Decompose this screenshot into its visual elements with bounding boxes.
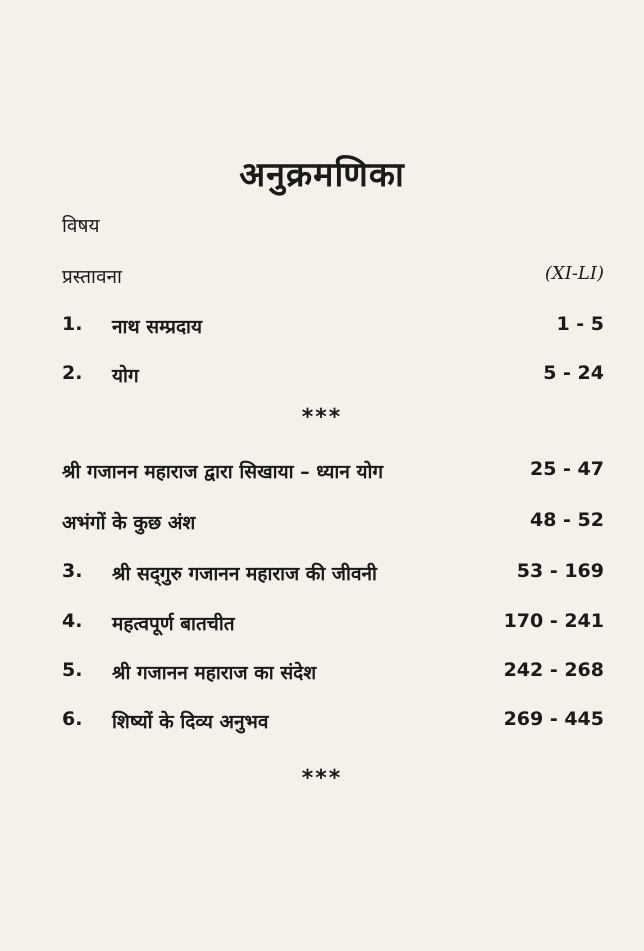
toc-label: श्री गजानन महाराज द्वारा सिखाया – ध्यान योग <box>62 461 384 483</box>
toc-row <box>62 560 604 594</box>
toc-pages: 242 - 268 <box>503 659 604 681</box>
toc-row <box>62 458 604 492</box>
toc-number: 3. <box>62 560 83 582</box>
toc-row <box>62 313 604 347</box>
toc-pages: (XI-LI) <box>544 263 604 284</box>
toc-number: 1. <box>62 313 83 335</box>
toc-pages: 269 - 445 <box>503 708 604 730</box>
column-heading: विषय <box>62 215 100 237</box>
toc-label: शिष्यों के दिव्य अनुभव <box>112 711 269 733</box>
toc-label: योग <box>112 365 139 387</box>
toc-number: 6. <box>62 708 83 730</box>
toc-row <box>62 509 604 543</box>
show-through-line <box>0 72 644 90</box>
toc-label: महत्वपूर्ण बातचीत <box>112 613 235 635</box>
toc-label: अभंगों के कुछ अंश <box>62 512 196 534</box>
separator: *** <box>301 405 343 430</box>
toc-row <box>62 362 604 396</box>
page-title: अनुक्रमणिका <box>239 155 405 195</box>
column-heading-row <box>62 212 604 246</box>
toc-label: प्रस्तावना <box>62 266 122 288</box>
toc-number: 4. <box>62 610 83 632</box>
toc-row <box>62 708 604 742</box>
toc-pages: 53 - 169 <box>516 560 604 582</box>
separator: *** <box>301 766 343 791</box>
toc-pages: 48 - 52 <box>530 509 604 531</box>
toc-number: 5. <box>62 659 83 681</box>
toc-pages: 5 - 24 <box>543 362 604 384</box>
toc-row-preface <box>62 263 604 297</box>
toc-label: श्री गजानन महाराज का संदेश <box>112 662 317 684</box>
toc-row <box>62 610 604 644</box>
toc-pages: 25 - 47 <box>530 458 604 480</box>
toc-row <box>62 659 604 693</box>
toc-pages: 1 - 5 <box>556 313 604 335</box>
toc-label: नाथ सम्प्रदाय <box>112 316 202 338</box>
toc-label: श्री सद्‌गुरु गजानन महाराज की जीवनी <box>112 563 377 585</box>
toc-number: 2. <box>62 362 83 384</box>
toc-pages: 170 - 241 <box>503 610 604 632</box>
